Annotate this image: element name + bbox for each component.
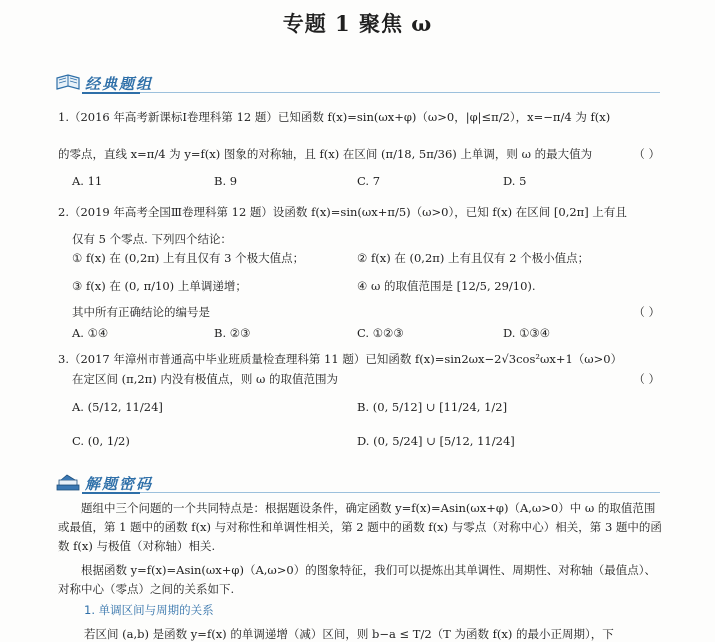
q1-option-c: C. 7 xyxy=(357,174,381,188)
q3-answer-paren: （ ） xyxy=(633,372,660,386)
q3-option-b: B. (0, 5/12] ∪ [11/24, 1/2] xyxy=(357,400,508,414)
section-underline xyxy=(82,492,140,494)
q2-conclusion-3: ③ f(x) 在 (0, π/10) 上单调递增； xyxy=(72,279,247,293)
q3-line1: 3.（2017 年漳州市普通高中毕业班质量检查理科第 11 题）已知函数 f(x)=sin2ωx−2√3cos²ωx+1（ω>0） xyxy=(58,352,623,366)
section-rule xyxy=(140,492,660,493)
q2-option-a: A. ①④ xyxy=(72,326,109,340)
secrets-cut-line: 若区间 (a,b) 是函数 y=f(x) 的单调递增（减）区间，则 b−a ≤ T/2（T 为函数 f(x) 的最小正周期），下 xyxy=(84,627,614,641)
book-icon xyxy=(55,74,81,92)
subheading-monotonic-period: 1. 单调区间与周期的关系 xyxy=(84,603,214,617)
section-label-secrets: 解题密码 xyxy=(85,474,154,493)
page-title: 专题 1 聚焦 ω xyxy=(282,11,433,36)
books-stack-icon xyxy=(55,474,81,492)
q2-conclusion-1: ① f(x) 在 (0,2π) 上有且仅有 3 个极大值点； xyxy=(72,251,305,265)
q2-conclusion-2: ② f(x) 在 (0,2π) 上有且仅有 2 个极小值点； xyxy=(357,251,590,265)
q1-option-a: A. 11 xyxy=(72,174,103,188)
q3-option-d: D. (0, 5/24] ∪ [5/12, 11/24] xyxy=(357,434,515,448)
q2-line2: 仅有 5 个零点. 下列四个结论： xyxy=(72,232,232,246)
q1-line1: 1.（2016 年高考新课标Ⅰ卷理科第 12 题）已知函数 f(x)=sin(ωx+φ)（ω>0，|φ|≤π/2），x=−π/4 为 f(x) xyxy=(58,110,611,124)
q1-answer-paren: （ ） xyxy=(633,147,660,161)
q3-line2: 在定区间 (π,2π) 内没有极值点，则 ω 的取值范围为 xyxy=(72,372,339,386)
q3-option-a: A. (5/12, 11/24] xyxy=(72,400,163,414)
q1-option-b: B. 9 xyxy=(214,174,238,188)
section-underline xyxy=(82,92,140,94)
secrets-paragraph-1: 题组中三个问题的一个共同特点是：根据题设条件，确定函数 y=f(x)=Asin(ωx+φ)（A,ω>0）中 ω 的取值范围或最值，第 1 题中的函数 f(x) 与对称性和单调性相关，第 2 题中的函数 f(x) 与零点（对称中心）相关，第 3 题中的函数 f(x) 与极值（对称轴）相关. xyxy=(58,501,662,553)
q2-option-b: B. ②③ xyxy=(214,326,251,340)
section-header-secrets xyxy=(55,472,153,494)
section-header-classic xyxy=(55,72,153,94)
q1-option-d: D. 5 xyxy=(503,174,527,188)
section-label-classic: 经典题组 xyxy=(85,74,154,93)
q1-line2: 的零点，直线 x=π/4 为 y=f(x) 图象的对称轴，且 f(x) 在区间 (π/18, 5π/36) 上单调，则 ω 的最大值为 xyxy=(58,147,593,161)
q2-line3: 其中所有正确结论的编号是 xyxy=(72,305,210,319)
q2-answer-paren: （ ） xyxy=(633,305,660,319)
q2-line1: 2.（2019 年高考全国Ⅲ卷理科第 12 题）设函数 f(x)=sin(ωx+π/5)（ω>0），已知 f(x) 在区间 [0,2π] 上有且 xyxy=(58,205,627,219)
q2-option-d: D. ①③④ xyxy=(503,326,551,340)
secrets-paragraph-2: 根据函数 y=f(x)=Asin(ωx+φ)（A,ω>0）的图象特征，我们可以提炼出其单调性、周期性、对称轴（最值点）、对称中心（零点）之间的关系如下. xyxy=(58,563,656,596)
section-rule xyxy=(140,92,660,93)
q2-option-c: C. ①②③ xyxy=(357,326,404,340)
q3-option-c: C. (0, 1/2) xyxy=(72,434,130,448)
q2-conclusion-4: ④ ω 的取值范围是 [12/5, 29/10). xyxy=(357,279,536,293)
